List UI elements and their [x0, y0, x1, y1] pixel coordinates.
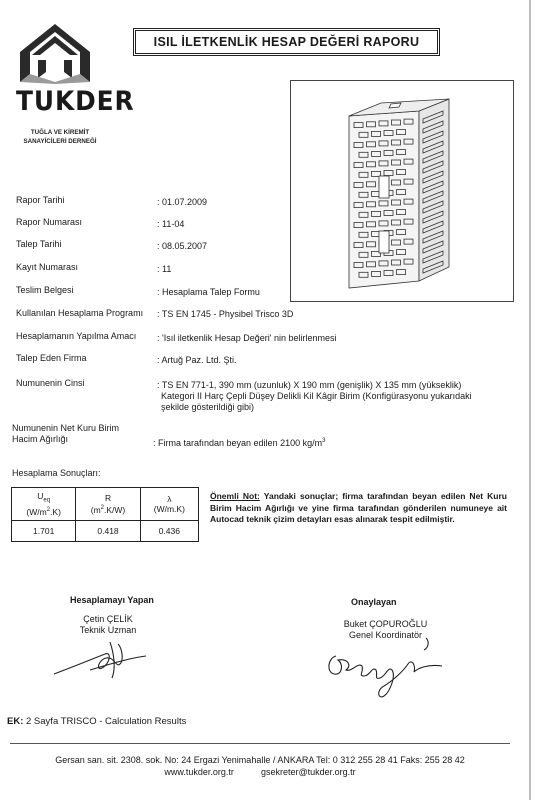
ueq-symbol-letter: U: [37, 490, 44, 501]
report-date-label: Rapor Tarihi: [16, 195, 65, 205]
brick-center-cavity: [379, 231, 389, 253]
logo-wordmark: TUKDER: [16, 86, 135, 117]
density-label-line1: Numunenin Net Kuru Birim: [12, 423, 120, 433]
lambda-value: 0.436: [140, 521, 198, 542]
calc-purpose-label: Hesaplamanın Yapılma Amacı: [16, 331, 137, 341]
ueq-value: 1.701: [12, 521, 76, 542]
footer-divider: [10, 743, 510, 744]
delivery-document-value: : Hesaplama Talep Formu: [157, 287, 260, 297]
attachment-label: EK:: [7, 716, 24, 727]
sample-type-line3: şekilde gösterildiği gibi): [161, 402, 255, 412]
calc-purpose-value: : 'Isıl iletkenlik Hesap Değeri' nin belirlenmesi: [157, 333, 337, 343]
calculated-by-name: Çetin ÇELİK: [83, 614, 133, 624]
lambda-header: [140, 488, 198, 521]
footer-address: Gersan san. sit. 2308. sok. No: 24 Ergazi Yenimahalle / ANKARA Tel: 0 312 255 28 41 Faks: 255 28 42: [55, 755, 465, 765]
results-heading: Hesaplama Sonuçları:: [12, 468, 101, 478]
report-number-value: : 11-04: [157, 219, 185, 229]
right-signature-icon: [318, 636, 448, 706]
r-header: [76, 488, 140, 521]
brick-isometric-drawing: [291, 81, 513, 301]
footer-contact: [10, 766, 510, 778]
ueq-unit: [12, 505, 75, 517]
report-date-value: : 01.07.2009: [157, 197, 208, 207]
calculated-by-heading: Hesaplamayı Yapan: [70, 595, 154, 605]
calculated-by-title: Teknik Uzman: [79, 625, 137, 635]
approved-by-name: Buket ÇOPUROĞLU: [343, 619, 428, 629]
density-unit-superscript: 3: [322, 438, 326, 444]
registration-number-value: : 11: [157, 264, 172, 274]
r-symbol: R: [104, 493, 112, 504]
requesting-company-value: : Artuğ Paz. Ltd. Şti.: [157, 355, 237, 365]
logo-subtitle-line1: TUĞLA VE KİREMİT: [30, 129, 90, 136]
approved-by-heading: Onaylayan: [351, 597, 397, 607]
footer-website: www.tukder.org.tr: [164, 767, 234, 777]
footer-email: gsekreter@tukder.org.tr: [260, 767, 356, 777]
density-label: [12, 423, 119, 445]
request-date-label: Talep Tarihi: [16, 239, 62, 249]
r-unit: [76, 503, 139, 515]
sample-type-line1: : TS EN 771-1, 390 mm (uzunluk) X 190 mm (genişlik) X 135 mm (yükseklik): [157, 380, 462, 390]
r-unit-sup: 2: [100, 505, 105, 512]
calculated-by-block: [48, 614, 168, 636]
results-table: [11, 487, 199, 542]
requesting-company-label: Talep Eden Firma: [16, 353, 87, 363]
report-title: ISIL İLETKENLİK HESAP DEĞERİ RAPORU: [133, 28, 440, 56]
approved-by-title: Genel Koordinatör: [348, 630, 423, 640]
ueq-header: [12, 488, 76, 521]
ueq-unit-a: (W/m: [26, 507, 47, 518]
density-label-line2: Hacim Ağırlığı: [12, 434, 69, 444]
lambda-unit: (W/m.K): [153, 504, 185, 514]
important-note: [210, 491, 507, 526]
request-date-value: : 08.05.2007: [157, 241, 208, 251]
ueq-symbol: [12, 491, 75, 506]
sample-type-value: [157, 380, 517, 413]
ueq-unit-b: .K): [50, 507, 61, 518]
calc-program-value: : TS EN 1745 - Physibel Trisco 3D: [157, 309, 294, 319]
registration-number-label: Kayıt Numarası: [16, 262, 79, 272]
left-signature-icon: [50, 634, 150, 682]
page-edge-shadow: [529, 0, 531, 800]
lambda-symbol: λ: [167, 494, 172, 504]
brick-center-cavity: [379, 176, 389, 198]
attachment-text: 2 Sayfa TRISCO - Calculation Results: [23, 716, 187, 727]
delivery-document-label: Teslim Belgesi: [16, 285, 74, 295]
logo-subtitle: [12, 128, 108, 146]
r-value: 0.418: [76, 521, 140, 542]
results-value-row: [12, 521, 199, 542]
results-header-row: [12, 488, 199, 521]
report-number-label: Rapor Numarası: [16, 217, 83, 227]
important-note-lead: Önemli Not:: [210, 491, 260, 501]
ueq-symbol-sub: eq: [43, 497, 51, 504]
logo-subtitle-line2: SANAYİCİLERİ DERNEĞİ: [23, 138, 97, 145]
sample-type-label: Numunenin Cinsi: [16, 378, 85, 388]
density-value-text: : Firma tarafından beyan edilen 2100 kg/m: [153, 438, 323, 448]
important-note-text: Yandaki sonuçlar; firma tarafından beyan edilen Net Kuru Birim Hacim Ağırlığı ve yine firma tarafından gönderilen numuneye ait Autocad teknik çizim detayları esas alınarak tespit edilmiştir.: [210, 491, 508, 524]
calc-program-label: Kullanılan Hesaplama Programı: [16, 308, 144, 318]
sample-type-line2: Kategori II Harç Çepli Düşey Delikli Kil Kâgir Birim (Konfigürasyonu yukarıdaki: [161, 391, 472, 401]
ueq-unit-sup: 2: [46, 507, 51, 514]
brick-drawing-frame: [290, 80, 514, 302]
tukder-logo-icon: [18, 22, 92, 84]
attachment-note: [7, 716, 186, 727]
r-unit-b: .K/W): [104, 504, 126, 515]
r-unit-a: (m: [90, 504, 101, 515]
density-value: [153, 436, 325, 449]
footer: [10, 754, 510, 778]
